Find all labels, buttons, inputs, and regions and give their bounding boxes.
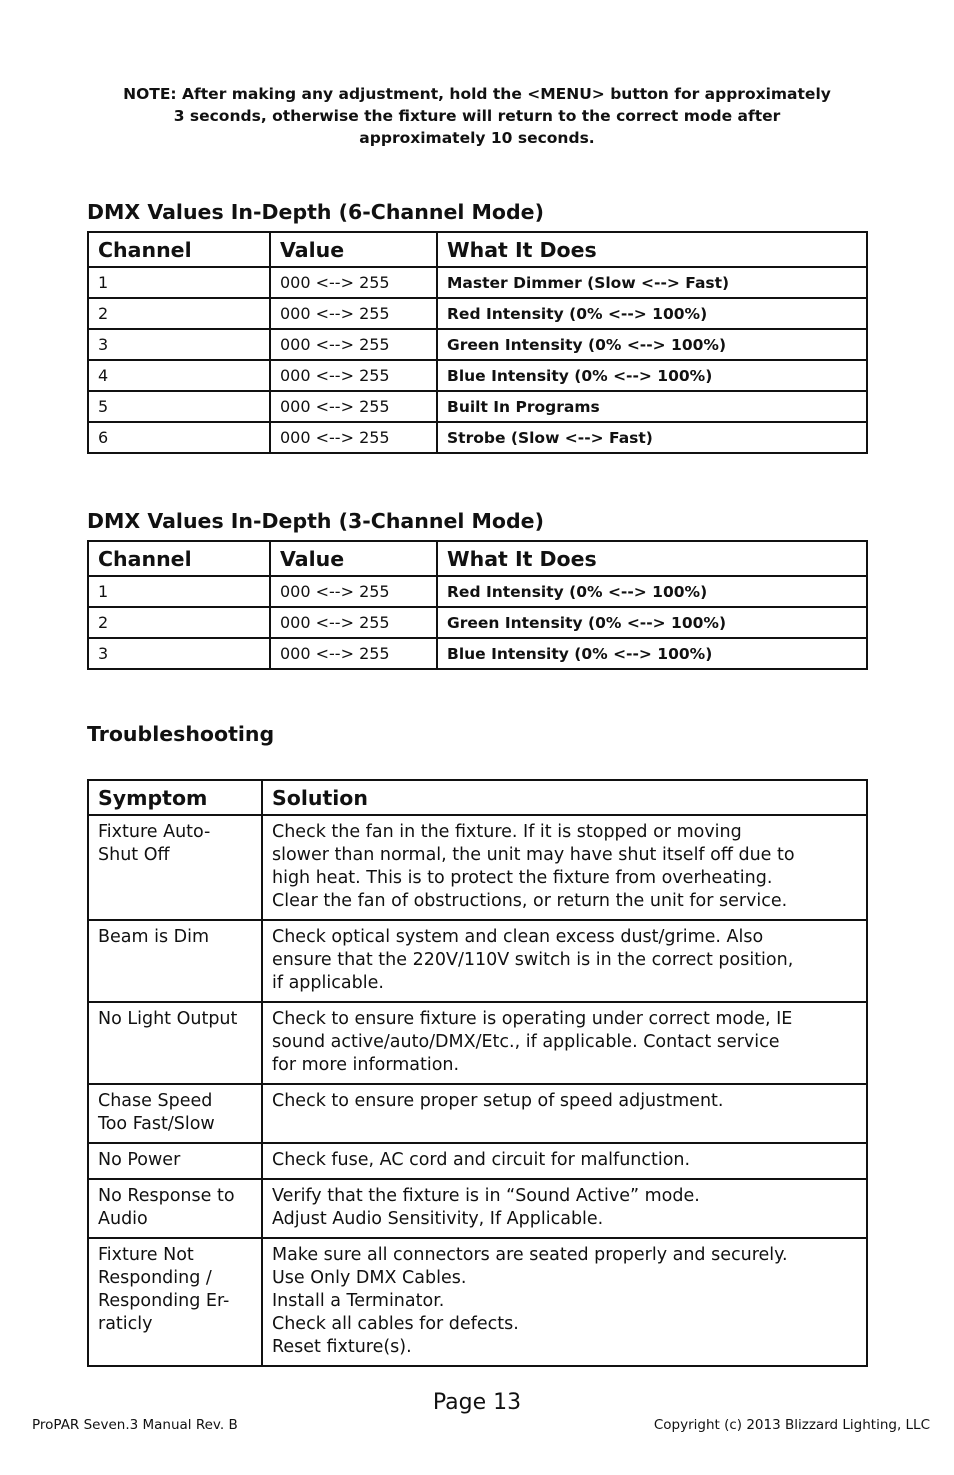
table-row <box>88 391 867 422</box>
table-row <box>88 422 867 453</box>
channel-cell: 4 <box>88 360 270 391</box>
symptom-line: No Light Output <box>98 1009 238 1029</box>
column-header-what-it-does: What It Does <box>437 541 867 576</box>
value-cell: 000 <--> 255 <box>270 298 437 329</box>
table-row <box>88 329 867 360</box>
symptom-line: raticly <box>98 1314 153 1334</box>
value-cell: 000 <--> 255 <box>270 638 437 669</box>
table-row <box>88 267 867 298</box>
table-header-row <box>88 541 867 576</box>
symptom-cell <box>88 1179 262 1238</box>
note-line: 3 seconds, otherwise the fixture will return to the correct mode after <box>173 107 781 125</box>
symptom-line: Responding Er- <box>98 1291 230 1311</box>
solution-line: Use Only DMX Cables. <box>272 1268 467 1288</box>
column-header-channel: Channel <box>88 232 270 267</box>
channel-cell: 2 <box>88 607 270 638</box>
channel-cell: 3 <box>88 329 270 360</box>
solution-line: Make sure all connectors are seated properly and securely. <box>272 1245 788 1265</box>
channel-cell: 6 <box>88 422 270 453</box>
value-cell: 000 <--> 255 <box>270 267 437 298</box>
table-row <box>88 815 867 920</box>
solution-line: Check the fan in the fixture. If it is stopped or moving <box>272 822 742 842</box>
column-header-value: Value <box>270 232 437 267</box>
symptom-line: Audio <box>98 1209 148 1229</box>
symptom-line: No Power <box>98 1150 181 1170</box>
solution-cell <box>262 1143 867 1179</box>
table-row <box>88 298 867 329</box>
description-cell: Blue Intensity (0% <--> 100%) <box>437 360 867 391</box>
three-channel-table <box>87 540 868 670</box>
table-row <box>88 638 867 669</box>
symptom-cell <box>88 1084 262 1143</box>
solution-line: ensure that the 220V/110V switch is in the correct position, <box>272 950 794 970</box>
table-header-row <box>88 232 867 267</box>
table-row <box>88 1143 867 1179</box>
three-channel-title: DMX Values In-Depth (3-Channel Mode) <box>87 509 544 533</box>
column-header-what-it-does: What It Does <box>437 232 867 267</box>
channel-cell: 2 <box>88 298 270 329</box>
solution-line: for more information. <box>272 1055 460 1075</box>
value-cell: 000 <--> 255 <box>270 607 437 638</box>
description-cell: Red Intensity (0% <--> 100%) <box>437 298 867 329</box>
value-cell: 000 <--> 255 <box>270 329 437 360</box>
symptom-line: Chase Speed <box>98 1091 213 1111</box>
symptom-line: No Response to <box>98 1186 235 1206</box>
value-cell: 000 <--> 255 <box>270 391 437 422</box>
symptom-line: Responding / <box>98 1268 212 1288</box>
table-row <box>88 1002 867 1084</box>
note-line: NOTE: After making any adjustment, hold the <MENU> button for approximately <box>123 85 831 103</box>
troubleshooting-title: Troubleshooting <box>87 722 275 746</box>
solution-line: slower than normal, the unit may have shut itself off due to <box>272 845 795 865</box>
description-cell: Red Intensity (0% <--> 100%) <box>437 576 867 607</box>
description-cell: Green Intensity (0% <--> 100%) <box>437 607 867 638</box>
description-cell: Strobe (Slow <--> Fast) <box>437 422 867 453</box>
solution-line: if applicable. <box>272 973 384 993</box>
symptom-cell <box>88 1002 262 1084</box>
column-header-value: Value <box>270 541 437 576</box>
column-header-symptom: Symptom <box>88 780 262 815</box>
symptom-line: Too Fast/Slow <box>98 1114 215 1134</box>
note-line: approximately 10 seconds. <box>359 129 595 147</box>
solution-line: Reset fixture(s). <box>272 1337 412 1357</box>
solution-line: Check all cables for defects. <box>272 1314 519 1334</box>
value-cell: 000 <--> 255 <box>270 576 437 607</box>
channel-cell: 5 <box>88 391 270 422</box>
symptom-line: Fixture Auto- <box>98 822 211 842</box>
symptom-cell <box>88 815 262 920</box>
table-row <box>88 1179 867 1238</box>
solution-line: high heat. This is to protect the fixture from overheating. <box>272 868 773 888</box>
solution-cell <box>262 1238 867 1366</box>
solution-cell <box>262 1002 867 1084</box>
symptom-cell <box>88 920 262 1002</box>
symptom-line: Shut Off <box>98 845 170 865</box>
description-cell: Master Dimmer (Slow <--> Fast) <box>437 267 867 298</box>
solution-cell <box>262 920 867 1002</box>
table-row <box>88 576 867 607</box>
solution-line: Clear the fan of obstructions, or return the unit for service. <box>272 891 788 911</box>
solution-line: Adjust Audio Sensitivity, If Applicable. <box>272 1209 604 1229</box>
solution-line: Check to ensure fixture is operating under correct mode, IE <box>272 1009 793 1029</box>
troubleshooting-table <box>87 779 868 1367</box>
description-cell: Green Intensity (0% <--> 100%) <box>437 329 867 360</box>
column-header-channel: Channel <box>88 541 270 576</box>
footer-manual-title: ProPAR Seven.3 Manual Rev. B <box>32 1417 238 1433</box>
channel-cell: 1 <box>88 576 270 607</box>
solution-line: Check fuse, AC cord and circuit for malfunction. <box>272 1150 691 1170</box>
six-channel-table <box>87 231 868 454</box>
channel-cell: 3 <box>88 638 270 669</box>
symptom-cell <box>88 1143 262 1179</box>
value-cell: 000 <--> 255 <box>270 360 437 391</box>
table-row <box>88 1084 867 1143</box>
solution-line: Verify that the fixture is in “Sound Active” mode. <box>272 1186 700 1206</box>
solution-line: sound active/auto/DMX/Etc., if applicable. Contact service <box>272 1032 780 1052</box>
table-row <box>88 360 867 391</box>
description-cell: Blue Intensity (0% <--> 100%) <box>437 638 867 669</box>
solution-cell <box>262 1084 867 1143</box>
table-row <box>88 1238 867 1366</box>
solution-cell <box>262 815 867 920</box>
solution-line: Install a Terminator. <box>272 1291 445 1311</box>
solution-line: Check to ensure proper setup of speed adjustment. <box>272 1091 724 1111</box>
description-cell: Built In Programs <box>437 391 867 422</box>
solution-cell <box>262 1179 867 1238</box>
table-row <box>88 920 867 1002</box>
column-header-solution: Solution <box>262 780 867 815</box>
adjustment-note <box>80 83 874 149</box>
symptom-cell <box>88 1238 262 1366</box>
channel-cell: 1 <box>88 267 270 298</box>
page-number: Page 13 <box>432 1390 522 1415</box>
solution-line: Check optical system and clean excess dust/grime. Also <box>272 927 764 947</box>
footer-copyright: Copyright (c) 2013 Blizzard Lighting, LLC <box>653 1417 930 1433</box>
table-row <box>88 607 867 638</box>
six-channel-title: DMX Values In-Depth (6-Channel Mode) <box>87 200 544 224</box>
symptom-line: Beam is Dim <box>98 927 210 947</box>
table-header-row <box>88 780 867 815</box>
value-cell: 000 <--> 255 <box>270 422 437 453</box>
symptom-line: Fixture Not <box>98 1245 194 1265</box>
